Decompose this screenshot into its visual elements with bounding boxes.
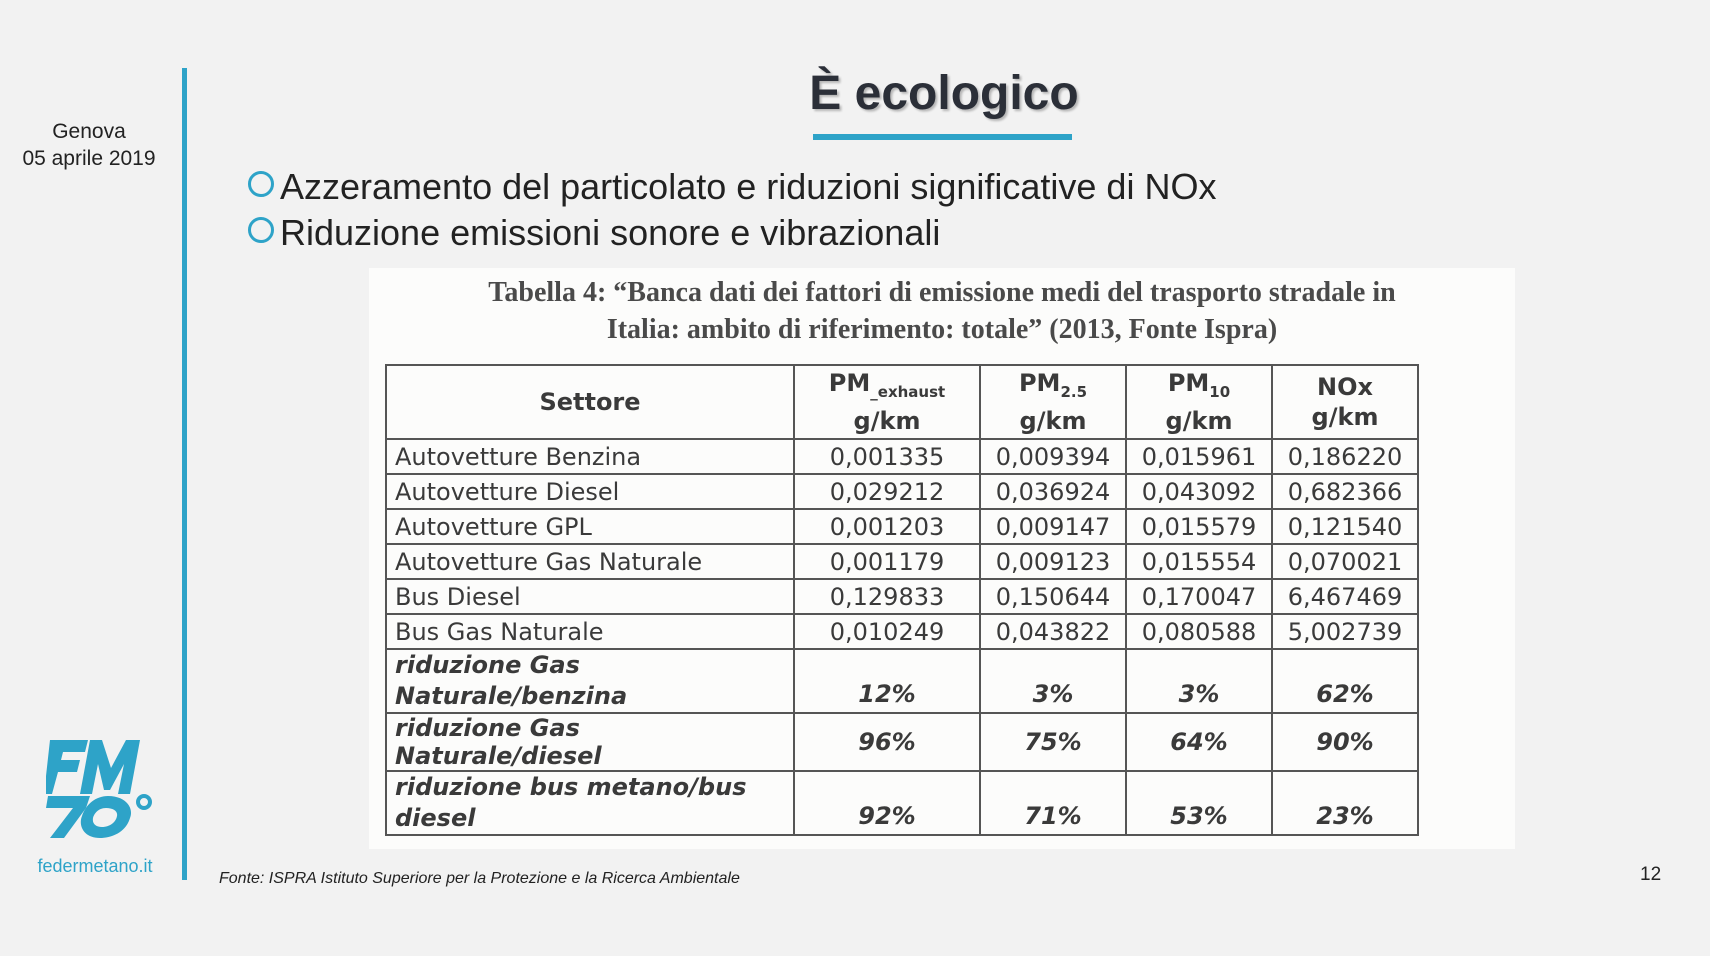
table-row: Autovetture Diesel 0,029212 0,036924 0,043092 0,682366 <box>386 474 1418 509</box>
table-header-row <box>386 365 1418 439</box>
bullet-circle-icon <box>248 171 274 197</box>
table-row: Autovetture GPL 0,001203 0,009147 0,015579 0,121540 <box>386 509 1418 544</box>
bullet-item <box>248 166 1216 208</box>
source-note: Fonte: ISPRA Istituto Superiore per la Protezione e la Ricerca Ambientale <box>219 870 740 887</box>
reduction-row: riduzione Gas Naturale/diesel 96% 75% 64% 90% <box>386 713 1418 771</box>
slide-title: È ecologico <box>809 67 1079 120</box>
table-caption <box>369 274 1515 348</box>
website-link[interactable]: federmetano.it <box>37 856 153 876</box>
header-pm-exhaust: $PM_{\_exhaust}$ g/km <box>794 365 980 439</box>
table-caption-line: Italia: ambito di riferimento: totale” (2013, Fonte Ispra) <box>606 314 1278 345</box>
event-info <box>0 118 178 172</box>
table-row: Autovetture Gas Naturale 0,001179 0,009123 0,015554 0,070021 <box>386 544 1418 579</box>
bullet-item <box>248 212 940 254</box>
table-caption-line: Tabella 4: “Banca dati dei fattori di emissione medi del trasporto stradale in <box>488 277 1396 308</box>
bullet-text: Riduzione emissioni sonore e vibrazionali <box>280 212 941 253</box>
accent-divider <box>182 68 187 880</box>
reduction-row: riduzione Gas Naturale/benzina 12% 3% 3% 62% <box>386 649 1418 713</box>
bullet-text: Azzeramento del particolato e riduzioni significative di NOx <box>280 166 1217 207</box>
table-row: Autovetture Benzina 0,001335 0,009394 0,015961 0,186220 <box>386 439 1418 474</box>
header-pm25: $PM_{2.5}$ g/km <box>980 365 1126 439</box>
header-nox: NOx g/km <box>1272 365 1418 439</box>
table-image <box>369 268 1515 849</box>
page-number: 12 <box>1640 864 1662 885</box>
event-city: Genova <box>52 120 126 143</box>
bullet-circle-icon <box>248 217 274 243</box>
title-underline <box>813 134 1072 140</box>
header-pm10: $PM_{10}$ g/km <box>1126 365 1272 439</box>
table-row: Bus Diesel 0,129833 0,150644 0,170047 6,467469 <box>386 579 1418 614</box>
federmetano-logo <box>46 738 156 840</box>
emission-table <box>385 364 1419 836</box>
reduction-row: riduzione bus metano/bus diesel 92% 71% 53% 23% <box>386 771 1418 835</box>
event-date: 05 aprile 2019 <box>22 147 156 170</box>
header-settore: Settore <box>386 365 794 439</box>
table-row: Bus Gas Naturale 0,010249 0,043822 0,080588 5,002739 <box>386 614 1418 649</box>
